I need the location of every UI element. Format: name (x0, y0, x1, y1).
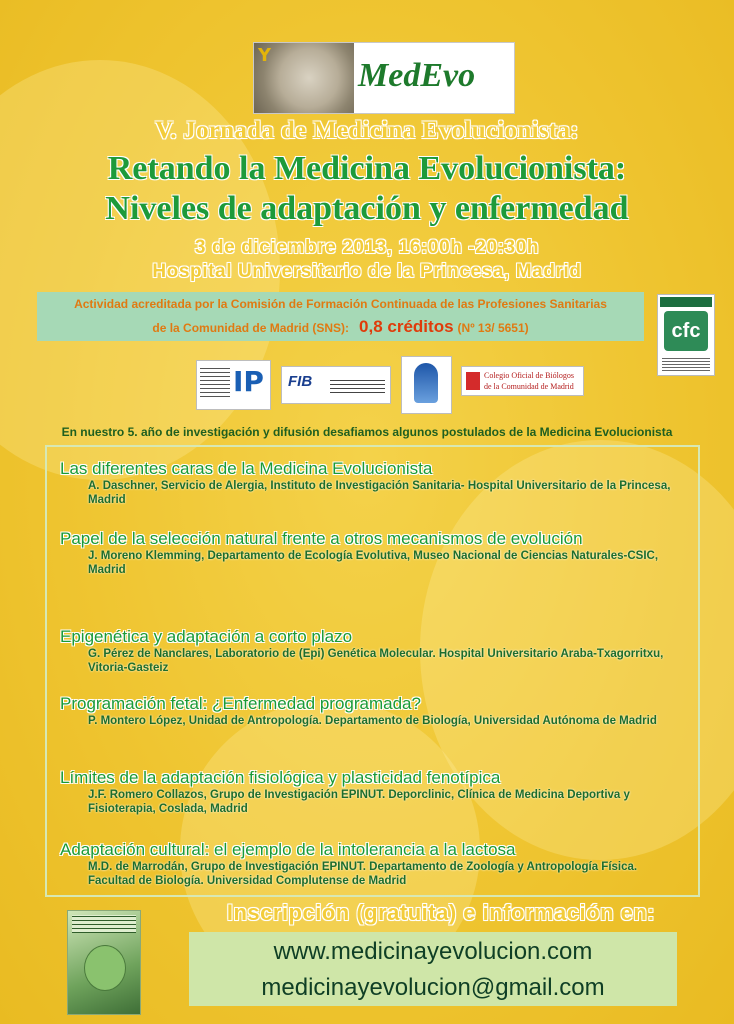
website-link[interactable]: www.medicinayevolucion.com (273, 938, 593, 965)
talk-speaker: M.D. de Marrodán, Grupo de Investigación EPINUT. Departamento de Zoología y Antropología Física. Facultad de Biología. Universidad Complutense de Madrid (88, 861, 638, 887)
medevo-symbol-icon: Y (258, 45, 272, 66)
talk-title: Las diferentes caras de la Medicina Evolucionista (60, 459, 433, 478)
event-venue: Hospital Universitario de la Princesa, Madrid (152, 261, 582, 282)
sponsor-iis-princesa-logo (196, 360, 271, 410)
talk-speaker: G. Pérez de Nanclares, Laboratorio de (Epi) Genética Molecular. Hospital Universitario Araba-Txagorritxu, Vitoria-Gasteiz (88, 648, 664, 674)
talk-title: Papel de la selección natural frente a otros mecanismos de evolución (60, 529, 583, 548)
sponsor-aegh-logo (401, 356, 452, 414)
cfc-mark-icon: cfc (664, 311, 708, 351)
talk-speaker: P. Montero López, Unidad de Antropología. Departamento de Biología, Universidad Autónoma de Madrid (88, 715, 657, 727)
email-link[interactable]: medicinayevolucion@gmail.com (261, 974, 605, 1001)
talk-speaker: A. Daschner, Servicio de Alergia, Instituto de Investigación Sanitaria- Hospital Universitario de la Princesa, Madrid (88, 480, 671, 506)
talk-item (60, 529, 690, 577)
talk-title: Epigenética y adaptación a corto plazo (60, 627, 353, 646)
cfc-logo-caption (662, 357, 710, 371)
book-globe-icon (84, 945, 126, 991)
talk-title: Programación fetal: ¿Enfermedad programada? (60, 694, 421, 713)
talk-speaker: J.F. Romero Collazos, Grupo de Investigación EPINUT. Deporclinic, Clínica de Medicina Deportiva y Fisioterapia, Coslada, Madrid (88, 789, 630, 815)
talk-item (60, 627, 690, 675)
fib-logo-mark: FIB (288, 373, 313, 390)
event-title-line1: Retando la Medicina Evolucionista: (107, 150, 627, 187)
talk-title: Adaptación cultural: el ejemplo de la intolerancia a la lactosa (60, 840, 516, 859)
talk-item (60, 840, 690, 888)
iis-logo-mark: IP (233, 365, 264, 398)
cfc-logo-header (660, 297, 712, 307)
aegh-figure-icon (414, 363, 438, 403)
colegio-shield-icon (466, 372, 480, 390)
event-date: 3 de diciembre 2013, 16:00h -20:30h (194, 237, 540, 258)
event-subtitle: V. Jornada de Medicina Evolucionista: (155, 117, 579, 144)
fib-logo-text (330, 377, 385, 393)
talk-title: Límites de la adaptación fisiológica y plasticidad fenotípica (60, 768, 501, 787)
book-title-text (72, 915, 136, 933)
colegio-name: Colegio Oficial de Biólogos de la Comunidad de Madrid (484, 371, 574, 391)
accreditation-line2 (37, 317, 644, 337)
medevo-logo (253, 42, 515, 114)
logo-text: MedEvo (358, 57, 476, 94)
accreditation-line1: Actividad acreditada por la Comisión de Formación Continuada de las Profesiones Sanitarias (74, 297, 607, 311)
accreditation-body: de la Comunidad de Madrid (SNS): (152, 321, 350, 335)
event-title-line2: Niveles de adaptación y enfermedad (105, 190, 629, 227)
book-cover-image (67, 910, 141, 1015)
intro-text: En nuestro 5. año de investigación y difusión desafiamos algunos postulados de la Medicina Evolucionista (61, 425, 673, 439)
credits-value: 0,8 créditos (359, 317, 454, 336)
shell-photo (254, 43, 354, 113)
accreditation-box (37, 292, 644, 341)
cfc-logo (657, 294, 715, 376)
contact-box (189, 932, 677, 1006)
sponsor-fib-logo (281, 366, 391, 404)
talk-item (60, 459, 690, 507)
talk-speaker: J. Moreno Klemming, Departamento de Ecología Evolutiva, Museo Nacional de Ciencias Naturales-CSIC, Madrid (88, 550, 659, 576)
registration-heading: Inscripción (gratuita) e información en: (226, 900, 656, 925)
iis-logo-text (200, 367, 230, 397)
talk-item (60, 768, 690, 816)
credits-reference: (Nº 13/ 5651) (457, 321, 529, 335)
talk-item (60, 694, 690, 728)
sponsor-colegio-biologos-logo (461, 366, 584, 396)
